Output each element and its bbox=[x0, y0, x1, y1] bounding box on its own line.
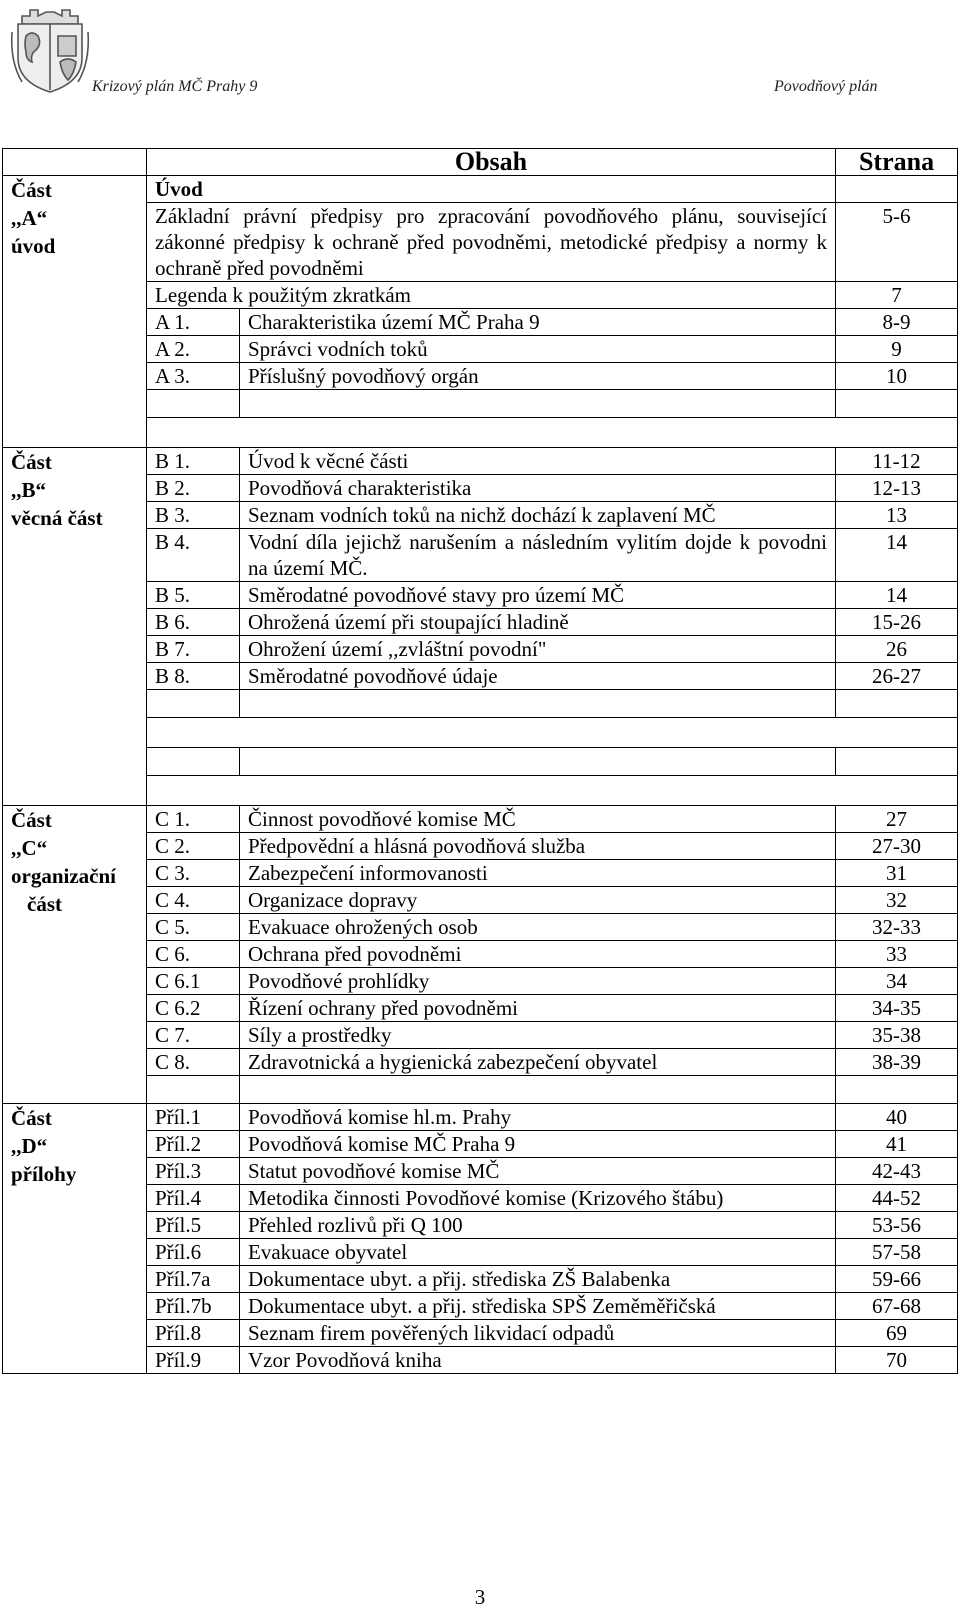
toc-page: 35-38 bbox=[836, 1022, 958, 1049]
toc-page: 10 bbox=[836, 363, 958, 390]
toc-title: Seznam vodních toků na nichž dochází k zaplavení MČ bbox=[240, 502, 836, 529]
table-row bbox=[3, 475, 958, 502]
toc-title: Ochrana před povodněmi bbox=[240, 941, 836, 968]
toc-code: C 3. bbox=[147, 860, 240, 887]
toc-code: C 5. bbox=[147, 914, 240, 941]
toc-title: Evakuace obyvatel bbox=[240, 1239, 836, 1266]
table-row bbox=[3, 176, 958, 203]
table-row bbox=[3, 203, 958, 282]
toc-code: Příl.7b bbox=[147, 1293, 240, 1320]
toc-code: A 2. bbox=[147, 336, 240, 363]
toc-heading-title: Obsah bbox=[147, 149, 836, 176]
toc-page: 7 bbox=[836, 282, 958, 309]
toc-title: Charakteristika území MČ Praha 9 bbox=[240, 309, 836, 336]
table-row bbox=[3, 1320, 958, 1347]
table-row bbox=[3, 995, 958, 1022]
part-c-label: Část ,,C“ organizační část bbox=[3, 806, 147, 1104]
table-row bbox=[3, 833, 958, 860]
toc-page: 34 bbox=[836, 968, 958, 995]
toc-heading-row bbox=[3, 149, 958, 176]
toc-code: Příl.7a bbox=[147, 1266, 240, 1293]
toc-title: Zabezpečení informovanosti bbox=[240, 860, 836, 887]
toc-page: 40 bbox=[836, 1104, 958, 1131]
toc-code: C 6. bbox=[147, 941, 240, 968]
toc-title: Povodňové prohlídky bbox=[240, 968, 836, 995]
toc-title: Správci vodních toků bbox=[240, 336, 836, 363]
table-row bbox=[3, 502, 958, 529]
toc-title: Evakuace ohrožených osob bbox=[240, 914, 836, 941]
toc-title: Povodňová komise MČ Praha 9 bbox=[240, 1131, 836, 1158]
coat-of-arms-icon bbox=[8, 2, 92, 94]
table-row bbox=[3, 968, 958, 995]
toc-title: Řízení ochrany před povodněmi bbox=[240, 995, 836, 1022]
toc-code: B 4. bbox=[147, 529, 240, 582]
toc-title: Přehled rozlivů při Q 100 bbox=[240, 1212, 836, 1239]
toc-page: 53-56 bbox=[836, 1212, 958, 1239]
toc-page: 31 bbox=[836, 860, 958, 887]
table-row bbox=[3, 1104, 958, 1131]
toc-page: 26-27 bbox=[836, 663, 958, 690]
toc-code: C 4. bbox=[147, 887, 240, 914]
toc-title: Zdravotnická a hygienická zabezpečení obyvatel bbox=[240, 1049, 836, 1076]
toc-title: Legenda k použitým zkratkám bbox=[147, 282, 836, 309]
toc-page: 8-9 bbox=[836, 309, 958, 336]
table-row bbox=[3, 448, 958, 475]
toc-title: Seznam firem pověřených likvidací odpadů bbox=[240, 1320, 836, 1347]
toc-page: 44-52 bbox=[836, 1185, 958, 1212]
toc-page: 70 bbox=[836, 1347, 958, 1374]
toc-title: Dokumentace ubyt. a přij. střediska ZŠ Balabenka bbox=[240, 1266, 836, 1293]
table-row bbox=[3, 390, 958, 418]
table-row bbox=[3, 282, 958, 309]
toc-code: Příl.1 bbox=[147, 1104, 240, 1131]
table-row bbox=[3, 1131, 958, 1158]
toc-page: 14 bbox=[836, 582, 958, 609]
toc-title: Povodňová charakteristika bbox=[240, 475, 836, 502]
toc-title: Vodní díla jejichž narušením a následním vylitím dojde k povodni na území MČ. bbox=[240, 529, 836, 582]
toc-title: Ohrožení území ,,zvláštní povodní" bbox=[240, 636, 836, 663]
table-row bbox=[3, 1049, 958, 1076]
toc-title: Příslušný povodňový orgán bbox=[240, 363, 836, 390]
page-number: 3 bbox=[474, 1585, 486, 1609]
toc-page: 67-68 bbox=[836, 1293, 958, 1320]
toc-code: Příl.3 bbox=[147, 1158, 240, 1185]
toc-page: 15-26 bbox=[836, 609, 958, 636]
table-row bbox=[3, 941, 958, 968]
part-b-label: Část ,,B“ věcná část bbox=[3, 448, 147, 806]
toc-code: Příl.6 bbox=[147, 1239, 240, 1266]
table-row bbox=[3, 1185, 958, 1212]
toc-code: C 1. bbox=[147, 806, 240, 833]
toc-page: 32-33 bbox=[836, 914, 958, 941]
toc-page: 38-39 bbox=[836, 1049, 958, 1076]
toc-title: Statut povodňové komise MČ bbox=[240, 1158, 836, 1185]
toc-code: Příl.2 bbox=[147, 1131, 240, 1158]
toc-code: Příl.4 bbox=[147, 1185, 240, 1212]
toc-page: 13 bbox=[836, 502, 958, 529]
toc-page: 14 bbox=[836, 529, 958, 582]
toc-title: Předpovědní a hlásná povodňová služba bbox=[240, 833, 836, 860]
table-row bbox=[3, 860, 958, 887]
toc-code: Příl.5 bbox=[147, 1212, 240, 1239]
toc-page: 59-66 bbox=[836, 1266, 958, 1293]
toc-page: 41 bbox=[836, 1131, 958, 1158]
toc-code: Příl.8 bbox=[147, 1320, 240, 1347]
toc-title: Síly a prostředky bbox=[240, 1022, 836, 1049]
toc-code: B 5. bbox=[147, 582, 240, 609]
toc-code: B 3. bbox=[147, 502, 240, 529]
table-row bbox=[3, 529, 958, 582]
toc-page: 27-30 bbox=[836, 833, 958, 860]
table-row bbox=[3, 776, 958, 806]
table-row bbox=[3, 887, 958, 914]
table-row bbox=[3, 1293, 958, 1320]
table-of-contents bbox=[2, 148, 958, 1374]
table-row bbox=[3, 690, 958, 718]
toc-code: B 8. bbox=[147, 663, 240, 690]
table-row bbox=[3, 609, 958, 636]
table-row bbox=[3, 309, 958, 336]
toc-page: 42-43 bbox=[836, 1158, 958, 1185]
part-a-intro-title: Úvod bbox=[147, 176, 836, 203]
toc-page: 26 bbox=[836, 636, 958, 663]
toc-code: A 1. bbox=[147, 309, 240, 336]
header-left-title: Krizový plán MČ Prahy 9 bbox=[92, 78, 258, 95]
toc-page: 12-13 bbox=[836, 475, 958, 502]
toc-page: 33 bbox=[836, 941, 958, 968]
toc-code: B 2. bbox=[147, 475, 240, 502]
header-right-title: Povodňový plán bbox=[774, 78, 878, 95]
table-row bbox=[3, 1212, 958, 1239]
table-row bbox=[3, 1266, 958, 1293]
table-row bbox=[3, 1239, 958, 1266]
toc-page: 69 bbox=[836, 1320, 958, 1347]
toc-page: 9 bbox=[836, 336, 958, 363]
toc-page: 27 bbox=[836, 806, 958, 833]
toc-code: C 6.2 bbox=[147, 995, 240, 1022]
table-row bbox=[3, 336, 958, 363]
toc-page: 11-12 bbox=[836, 448, 958, 475]
part-a-intro-text: Základní právní předpisy pro zpracování povodňového plánu, související zákonné předpisy k ochraně před povodněmi, metodické předpisy a normy k ochraně před povodněmi bbox=[147, 203, 836, 282]
toc-code: C 2. bbox=[147, 833, 240, 860]
toc-heading-page: Strana bbox=[836, 149, 958, 176]
toc-code: C 8. bbox=[147, 1049, 240, 1076]
toc-title: Metodika činnosti Povodňové komise (Krizového štábu) bbox=[240, 1185, 836, 1212]
table-row bbox=[3, 363, 958, 390]
toc-page: 34-35 bbox=[836, 995, 958, 1022]
toc-page: 32 bbox=[836, 887, 958, 914]
toc-title: Směrodatné povodňové údaje bbox=[240, 663, 836, 690]
toc-title: Směrodatné povodňové stavy pro území MČ bbox=[240, 582, 836, 609]
toc-code: B 1. bbox=[147, 448, 240, 475]
table-row bbox=[3, 914, 958, 941]
table-row bbox=[3, 1076, 958, 1104]
toc-code: C 6.1 bbox=[147, 968, 240, 995]
table-row bbox=[3, 636, 958, 663]
toc-title: Organizace dopravy bbox=[240, 887, 836, 914]
toc-code: A 3. bbox=[147, 363, 240, 390]
toc-title: Ohrožená území při stoupající hladině bbox=[240, 609, 836, 636]
table-row bbox=[3, 418, 958, 448]
toc-title: Vzor Povodňová kniha bbox=[240, 1347, 836, 1374]
toc-title: Činnost povodňové komise MČ bbox=[240, 806, 836, 833]
part-a-label: Část ,,A“ úvod bbox=[3, 176, 147, 448]
table-row bbox=[3, 806, 958, 833]
toc-code: Příl.9 bbox=[147, 1347, 240, 1374]
table-row bbox=[3, 1347, 958, 1374]
table-row bbox=[3, 748, 958, 776]
toc-code: B 7. bbox=[147, 636, 240, 663]
part-d-label: Část ,,D“ přílohy bbox=[3, 1104, 147, 1374]
toc-title: Dokumentace ubyt. a přij. střediska SPŠ Zeměměřičská bbox=[240, 1293, 836, 1320]
toc-code: C 7. bbox=[147, 1022, 240, 1049]
table-row bbox=[3, 663, 958, 690]
table-row bbox=[3, 1022, 958, 1049]
toc-title: Úvod k věcné části bbox=[240, 448, 836, 475]
page-header bbox=[0, 0, 960, 110]
toc-page: 57-58 bbox=[836, 1239, 958, 1266]
table-row bbox=[3, 1158, 958, 1185]
table-row bbox=[3, 582, 958, 609]
toc-code: B 6. bbox=[147, 609, 240, 636]
toc-title: Povodňová komise hl.m. Prahy bbox=[240, 1104, 836, 1131]
table-row bbox=[3, 718, 958, 748]
toc-page: 5-6 bbox=[836, 203, 958, 282]
